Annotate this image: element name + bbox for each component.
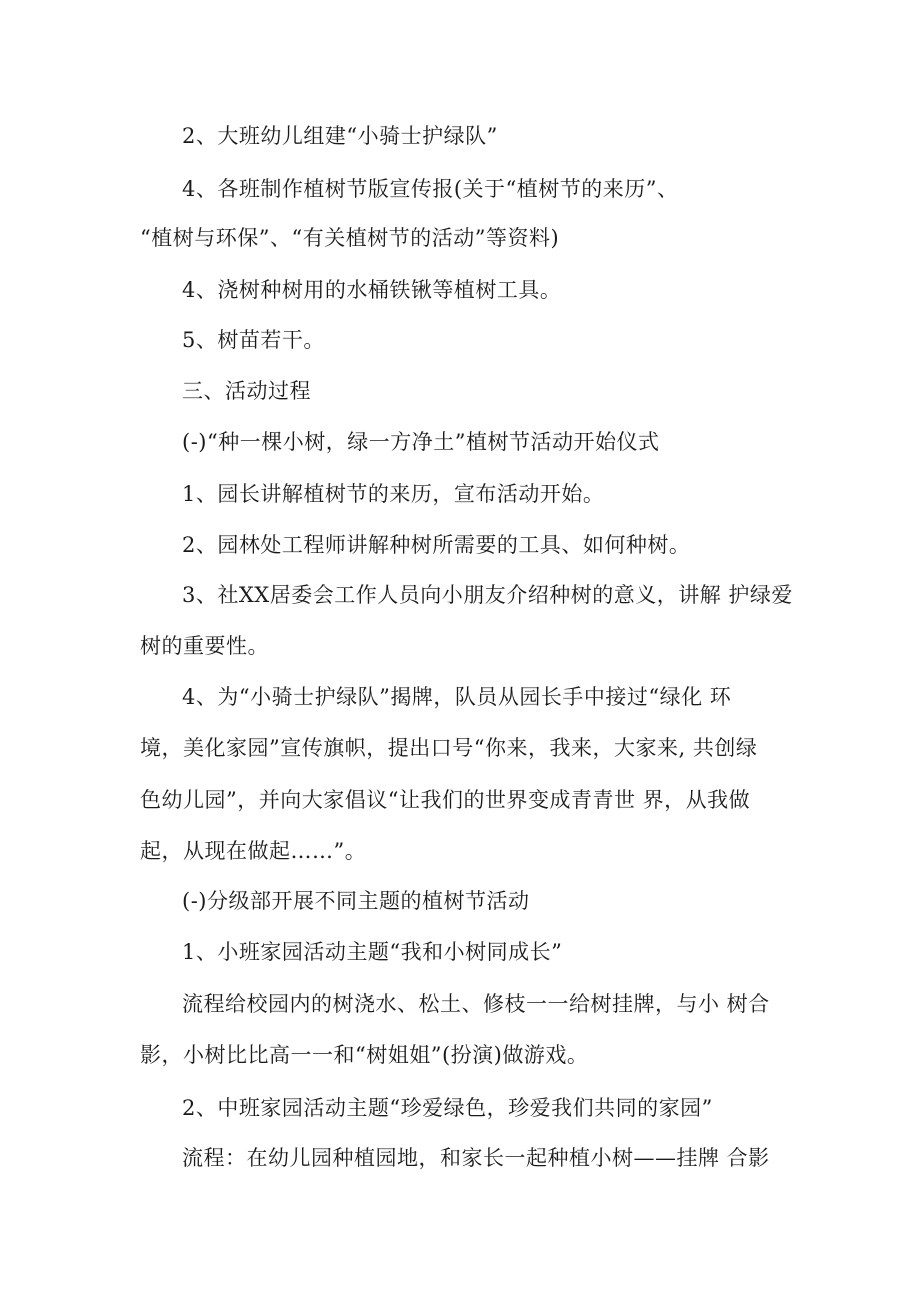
text-line: 2、园林处工程师讲解种树所需要的工具、如何种树。 [182,533,691,557]
text-line: 4、为“小骑士护绿队”揭牌，队员从园长手中接过“绿化 环 [182,685,732,709]
text-line: 1、小班家园活动主题“我和小树同成长” [182,940,563,964]
text-line: 5、树苗若干。 [182,328,325,352]
text-line: 影，小树比比高一一和“树姐姐”(扮演)做游戏。 [140,1043,589,1067]
text-line: 流程给校园内的树浇水、松土、修枝一一给树挂牌，与小 树合 [182,992,770,1016]
text-line: 1、园长讲解植树节的来历，宣布活动开始。 [182,482,605,506]
text-line: 树的重要性。 [140,634,269,658]
subsection-heading: (-)分级部开展不同主题的植树节活动 [182,889,530,913]
text-line: 境，美化家园”宣传旗帜，提出口号“你来，我来，大家来, 共创绿 [140,736,758,760]
text-line: 3、社XX居委会工作人员向小朋友介绍种树的意义，讲解 护绿爱 [182,583,793,607]
subsection-heading: (-)“种一棵小树，绿一方净土”植树节活动开始仪式 [182,430,660,454]
text-line: 2、大班幼儿组建“小骑士护绿队” [182,124,498,148]
text-line: 2、中班家园活动主题“珍爱绿色，珍爱我们共同的家园” [182,1096,713,1120]
text-line: 4、浇树种树用的水桶铁锹等植树工具。 [182,278,562,302]
text-line: 4、各班制作植树节版宣传报(关于“植树节的来历”、 [182,177,679,201]
text-line: “植树与环保”、“有关植树节的活动”等资料) [140,226,560,250]
text-line: 起，从现在做起……”。 [140,839,367,863]
section-heading: 三、活动过程 [182,379,311,403]
text-line: 色幼儿园”，并向大家倡议“让我们的世界变成青青世 界，从我做 [140,788,751,812]
text-line: 流程：在幼儿园种植园地，和家长一起种植小树——挂牌 合影 [182,1146,770,1170]
